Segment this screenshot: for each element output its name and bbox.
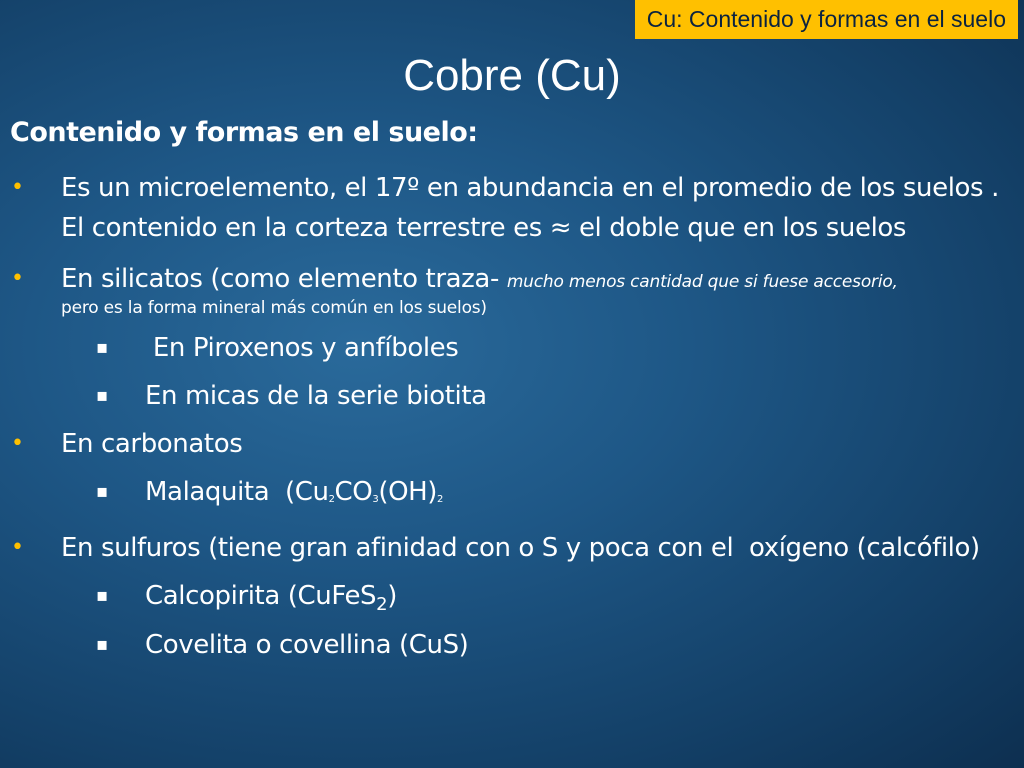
bullet-item-microelement: [0, 168, 1024, 248]
formula-subscript: 2: [437, 494, 443, 505]
bullet-item-silicatos: [0, 259, 1024, 320]
yellow-dot-bullet-icon: •: [11, 266, 24, 291]
bullet-list: [0, 168, 1024, 665]
formula-after: (OH): [378, 477, 438, 507]
section-subtitle: Contenido y formas en el suelo:: [10, 117, 478, 148]
formula-subscript: 2: [328, 494, 335, 505]
corner-topic-label: Cu: Contenido y formas en el suelo: [635, 0, 1018, 39]
square-bullet-icon: ▪: [96, 634, 108, 656]
sub-bullet-item-calcopirita: [0, 576, 1024, 625]
square-bullet-icon: ▪: [96, 337, 108, 358]
formula-suffix: ): [387, 581, 397, 611]
formula-mid: CO: [334, 477, 373, 507]
sub-bullet-item-malaquita: [0, 472, 1024, 520]
bullet-text: En silicatos (como elemento traza-: [61, 264, 507, 294]
bullet-text: En carbonatos: [61, 429, 243, 459]
yellow-dot-bullet-icon: •: [11, 535, 24, 560]
bullet-text: Es un microelemento, el 17º en abundancia en el promedio de los suelos . El contenido en la corteza terrestre es ≈ el doble que en los suelos: [61, 173, 999, 243]
sub-bullet-item-covelita: [0, 625, 1024, 665]
bullet-note-italic: mucho menos cantidad que si fuese accesorio,: [506, 272, 898, 292]
square-bullet-icon: ▪: [96, 585, 108, 606]
sub-bullet-text: [145, 581, 397, 616]
sub-bullet-text: En micas de la serie biotita: [145, 381, 487, 411]
yellow-dot-bullet-icon: •: [11, 431, 24, 456]
bullet-text: En sulfuros (tiene gran afinidad con o S y poca con el oxígeno (calcófilo): [61, 533, 980, 563]
sub-bullet-text: En Piroxenos y anfíboles: [145, 333, 459, 363]
formula-prefix: Calcopirita (CuFeS: [145, 581, 377, 611]
sub-bullet-text: Covelita o covellina (CuS): [145, 630, 469, 661]
formula-prefix: Malaquita (Cu: [145, 477, 329, 507]
formula-subscript: 2: [376, 594, 388, 616]
bullet-note: pero es la forma mineral más común en los suelos): [61, 298, 487, 318]
yellow-dot-bullet-icon: •: [11, 175, 24, 200]
bullet-item-sulfuros: [0, 528, 1024, 568]
bullet-item-carbonatos: [0, 424, 1024, 464]
formula-subscript: 3: [372, 494, 379, 505]
sub-bullet-item-micas: [0, 376, 1024, 416]
square-bullet-icon: ▪: [96, 481, 108, 502]
sub-bullet-item-piroxenos: [0, 328, 1024, 368]
slide-title: Cobre (Cu): [403, 51, 621, 100]
square-bullet-icon: ▪: [96, 385, 108, 406]
sub-bullet-text: [145, 477, 443, 507]
